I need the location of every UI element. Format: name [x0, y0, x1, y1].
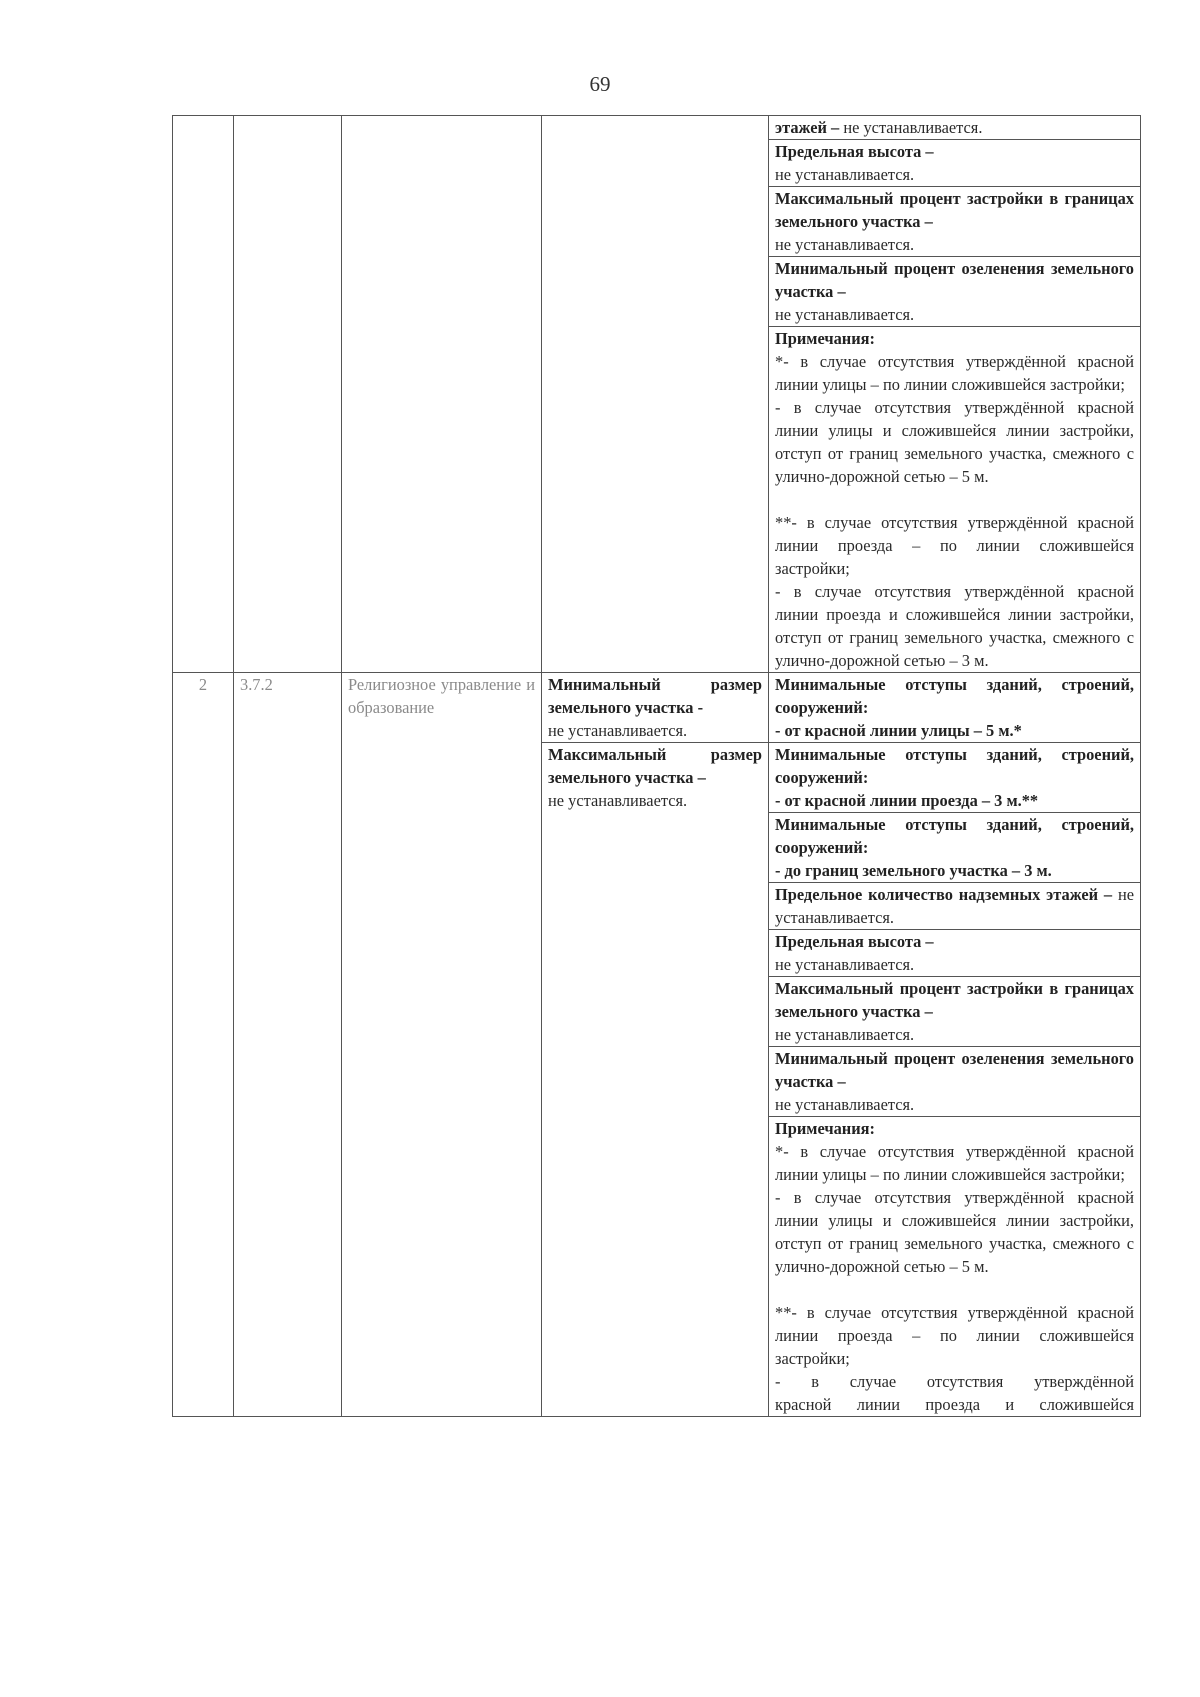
min-lot-size: Минимальный размер земельного участка - не устанавливается. — [542, 673, 769, 743]
table-row — [173, 673, 1141, 743]
param-max-height: Предельная высота – не устанавливается. — [769, 140, 1141, 187]
notes-cell: Примечания: *- в случае отсутствия утверждённой красной линии улицы – по линии сложившейся застройки; - в случае отсутствия утверждённой красной линии улицы и сложившейся линии застройки, отступ от границ земельного участка, смежного с улично-дорожной сетью – 5 м. **- в случае отсутствия утверждённой красной линии проезда – по линии сложившейся застройки; - в случае отсутствия утверждённой красной линии проезда и сложившейся линии застройки, отступ от границ земельного участка, смежного с улично-дорожной сетью – 3 м. — [769, 327, 1141, 673]
param-min-greenery: Минимальный процент озеленения земельного участка – не устанавливается. — [769, 1047, 1141, 1117]
cell-code-empty — [234, 116, 342, 673]
notes-cell: Примечания: *- в случае отсутствия утверждённой красной линии улицы – по линии сложившейся застройки; - в случае отсутствия утверждённой красной линии улицы и сложившейся линии застройки, отступ от границ земельного участка, смежного с улично-дорожной сетью – 5 м. **- в случае отсутствия утверждённой красной линии проезда – по линии сложившейся застройки; - в случае отсутствия утверждённой красной линии проезда и сложившейся — [769, 1117, 1141, 1417]
param-min-greenery: Минимальный процент озеленения земельного участка – не устанавливается. — [769, 257, 1141, 327]
row-number: 2 — [173, 673, 234, 1417]
table-row — [173, 116, 1141, 140]
setback-street: Минимальные отступы зданий, строений, сооружений: - от красной линии улицы – 5 м.* — [769, 673, 1141, 743]
param-floors-cont: этажей – не устанавливается. — [769, 116, 1141, 140]
row-code: 3.7.2 — [234, 673, 342, 1417]
row-name: Религиозное управление и образование — [342, 673, 542, 1417]
max-lot-size: Максимальный размер земельного участка – не устанавливается. — [542, 743, 769, 1417]
setback-boundary: Минимальные отступы зданий, строений, сооружений: - до границ земельного участка – 3 м. — [769, 813, 1141, 883]
param-max-coverage: Максимальный процент застройки в границах земельного участка – не устанавливается. — [769, 977, 1141, 1047]
param-floors: Предельное количество надземных этажей – не устанавливается. — [769, 883, 1141, 930]
regulations-table — [172, 115, 1141, 1417]
cell-name-empty — [342, 116, 542, 673]
cell-number-empty — [173, 116, 234, 673]
cell-size-empty — [542, 116, 769, 673]
page-number: 69 — [589, 72, 611, 96]
setback-driveway: Минимальные отступы зданий, строений, сооружений: - от красной линии проезда – 3 м.** — [769, 743, 1141, 813]
param-max-height: Предельная высота – не устанавливается. — [769, 930, 1141, 977]
param-max-coverage: Максимальный процент застройки в границах земельного участка – не устанавливается. — [769, 187, 1141, 257]
